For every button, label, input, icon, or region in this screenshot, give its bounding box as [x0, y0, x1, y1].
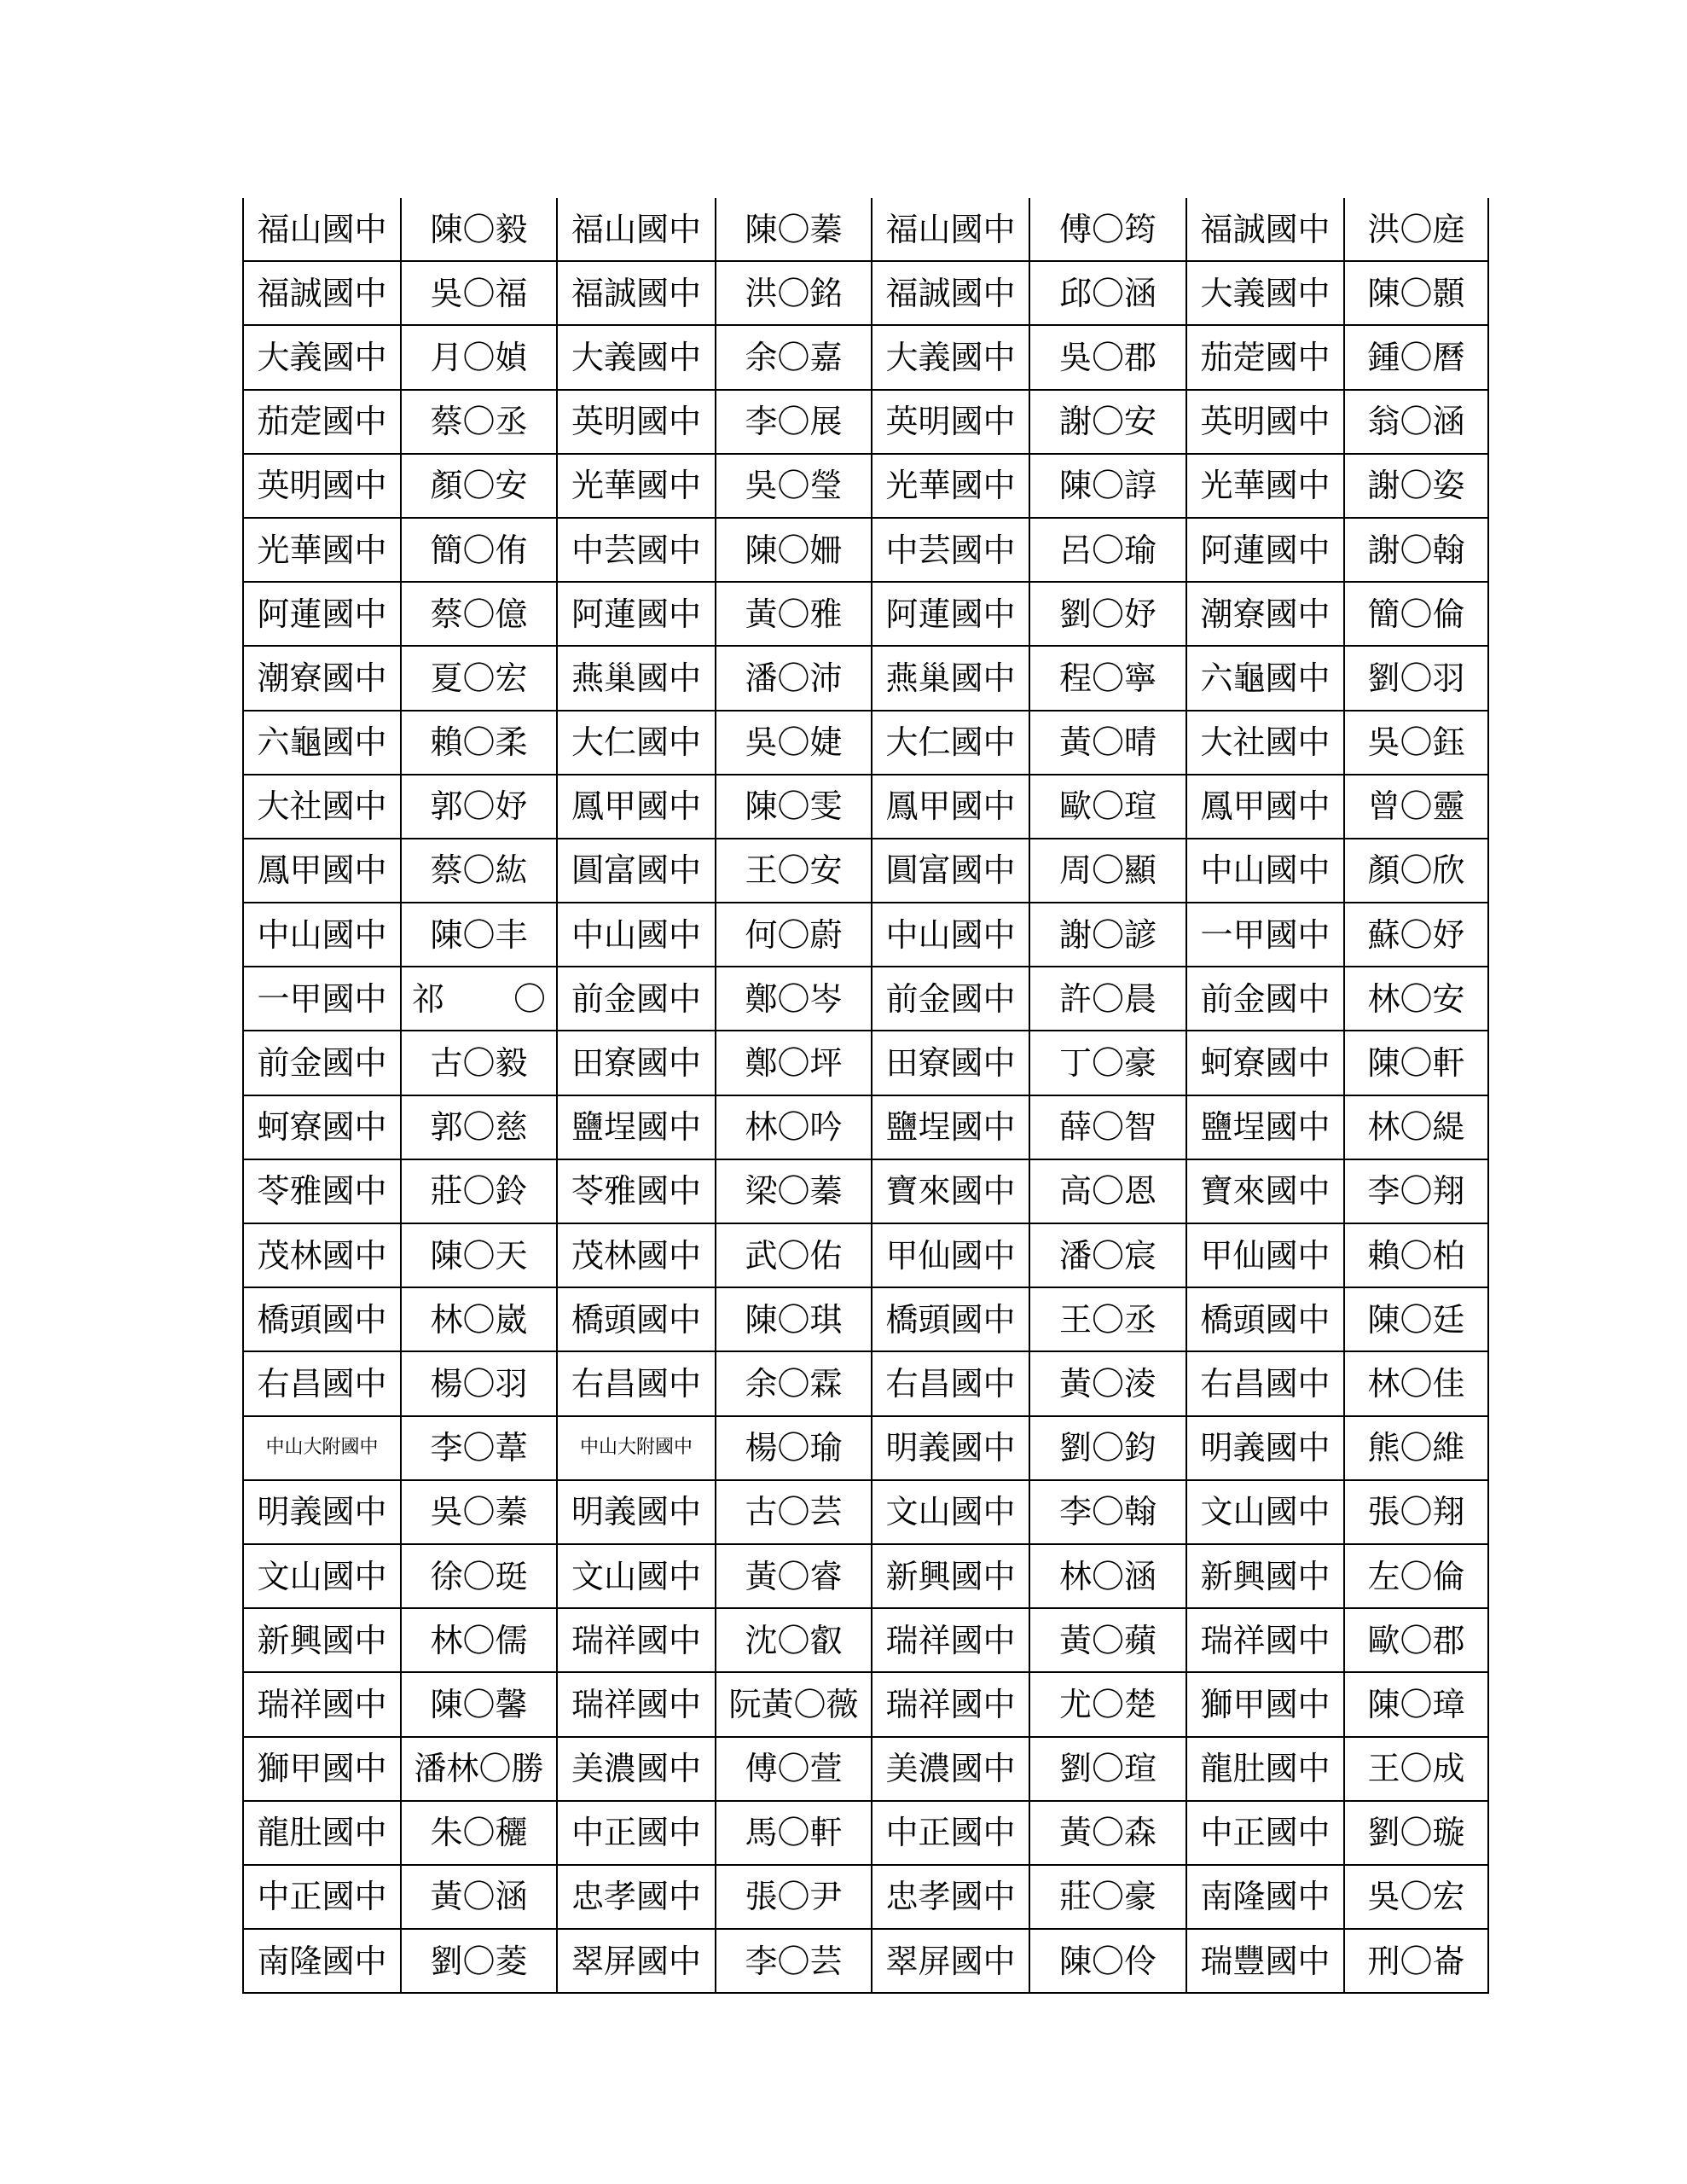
table-row	[243, 1287, 1488, 1351]
school-name-cell: 中山國中	[243, 903, 401, 967]
student-name-cell: 洪〇庭	[1344, 198, 1488, 261]
student-name-cell: 陳〇天	[401, 1223, 557, 1287]
school-name-cell: 中山大附國中	[557, 1416, 716, 1480]
student-name-cell: 余〇霖	[716, 1351, 872, 1415]
table-row	[243, 1672, 1488, 1736]
school-name-cell: 阿蓮國中	[872, 582, 1029, 646]
school-name-cell: 右昌國中	[243, 1351, 401, 1415]
school-name-cell: 橋頭國中	[243, 1287, 401, 1351]
student-name-cell: 黃〇睿	[716, 1544, 872, 1608]
student-name-cell: 歐〇郡	[1344, 1608, 1488, 1672]
school-name-cell: 文山國中	[243, 1544, 401, 1608]
school-name-cell: 南隆國中	[1186, 1865, 1344, 1929]
school-name-cell: 文山國中	[557, 1544, 716, 1608]
school-name-cell: 中正國中	[243, 1865, 401, 1929]
student-name-cell: 熊〇維	[1344, 1416, 1488, 1480]
student-name-cell: 刑〇崙	[1344, 1929, 1488, 1993]
student-name-cell: 許〇晨	[1029, 967, 1186, 1031]
school-name-cell: 鳳甲國中	[557, 775, 716, 839]
student-name-cell: 陳〇伶	[1029, 1929, 1186, 1993]
school-name-cell: 潮寮國中	[1186, 582, 1344, 646]
student-name-cell: 李〇葦	[401, 1416, 557, 1480]
student-name-cell: 尤〇楚	[1029, 1672, 1186, 1736]
student-name-cell: 朱〇穲	[401, 1801, 557, 1865]
student-name-cell: 郭〇慈	[401, 1095, 557, 1159]
student-name-cell: 謝〇翰	[1344, 518, 1488, 582]
student-name-cell: 劉〇羽	[1344, 646, 1488, 710]
student-name-cell: 黃〇蘋	[1029, 1608, 1186, 1672]
student-name-cell: 陳〇琪	[716, 1287, 872, 1351]
school-name-cell: 大社國中	[1186, 711, 1344, 775]
student-name-cell: 賴〇柔	[401, 711, 557, 775]
student-name-cell: 謝〇諺	[1029, 903, 1186, 967]
student-name-cell: 高〇恩	[1029, 1159, 1186, 1223]
school-name-cell: 六龜國中	[243, 711, 401, 775]
school-name-cell: 右昌國中	[557, 1351, 716, 1415]
school-name-cell: 南隆國中	[243, 1929, 401, 1993]
school-name-cell: 龍肚國中	[243, 1801, 401, 1865]
student-name-cell: 周〇顯	[1029, 839, 1186, 903]
roster-body	[243, 198, 1488, 1993]
student-name-cell: 王〇成	[1344, 1737, 1488, 1801]
student-name-cell: 李〇翔	[1344, 1159, 1488, 1223]
student-name-cell: 劉〇妤	[1029, 582, 1186, 646]
student-name-cell: 吳〇蓁	[401, 1480, 557, 1544]
student-name-cell: 馬〇軒	[716, 1801, 872, 1865]
school-name-cell: 橋頭國中	[872, 1287, 1029, 1351]
school-name-cell: 中正國中	[872, 1801, 1029, 1865]
student-name-cell: 潘林〇勝	[401, 1737, 557, 1801]
student-name-cell: 李〇芸	[716, 1929, 872, 1993]
school-name-cell: 新興國中	[1186, 1544, 1344, 1608]
student-name-cell: 歐〇瑄	[1029, 775, 1186, 839]
school-name-cell: 美濃國中	[557, 1737, 716, 1801]
student-name-cell: 劉〇璇	[1344, 1801, 1488, 1865]
school-name-cell: 燕巢國中	[872, 646, 1029, 710]
school-name-cell: 茄萣國中	[243, 390, 401, 454]
school-name-cell: 獅甲國中	[1186, 1672, 1344, 1736]
student-name-cell: 陳〇姍	[716, 518, 872, 582]
student-name-cell: 郭〇妤	[401, 775, 557, 839]
student-name-cell: 潘〇宸	[1029, 1223, 1186, 1287]
school-name-cell: 英明國中	[243, 454, 401, 518]
student-name-cell: 鄭〇岑	[716, 967, 872, 1031]
school-name-cell: 福誠國中	[557, 261, 716, 325]
table-row	[243, 839, 1488, 903]
school-name-cell: 中正國中	[557, 1801, 716, 1865]
school-name-cell: 田寮國中	[557, 1031, 716, 1095]
school-name-cell: 中芸國中	[557, 518, 716, 582]
table-row	[243, 1544, 1488, 1608]
student-name-cell: 丁〇豪	[1029, 1031, 1186, 1095]
school-name-cell: 甲仙國中	[1186, 1223, 1344, 1287]
student-name-cell: 鍾〇曆	[1344, 325, 1488, 389]
school-name-cell: 苓雅國中	[557, 1159, 716, 1223]
student-name-cell: 吳〇婕	[716, 711, 872, 775]
school-name-cell: 明義國中	[243, 1480, 401, 1544]
student-name-cell: 沈〇叡	[716, 1608, 872, 1672]
table-row	[243, 518, 1488, 582]
table-row	[243, 1737, 1488, 1801]
school-name-cell: 中山國中	[1186, 839, 1344, 903]
student-name-cell: 蔡〇紘	[401, 839, 557, 903]
student-name-cell: 古〇毅	[401, 1031, 557, 1095]
student-name-cell: 顏〇欣	[1344, 839, 1488, 903]
student-name-cell: 月〇媜	[401, 325, 557, 389]
school-name-cell: 大義國中	[243, 325, 401, 389]
school-name-cell: 阿蓮國中	[1186, 518, 1344, 582]
school-name-cell: 獅甲國中	[243, 1737, 401, 1801]
school-name-cell: 英明國中	[872, 390, 1029, 454]
student-name-cell: 鄭〇坪	[716, 1031, 872, 1095]
student-name-cell: 黃〇淩	[1029, 1351, 1186, 1415]
school-name-cell: 大仁國中	[872, 711, 1029, 775]
school-name-cell: 田寮國中	[872, 1031, 1029, 1095]
student-name-cell: 吳〇福	[401, 261, 557, 325]
student-name-cell: 吳〇宏	[1344, 1865, 1488, 1929]
school-name-cell: 寶來國中	[872, 1159, 1029, 1223]
school-name-cell: 中山國中	[872, 903, 1029, 967]
student-name-cell: 祁〇	[401, 967, 557, 1031]
school-name-cell: 瑞祥國中	[872, 1608, 1029, 1672]
school-name-cell: 福誠國中	[243, 261, 401, 325]
school-name-cell: 右昌國中	[872, 1351, 1029, 1415]
school-name-cell: 大仁國中	[557, 711, 716, 775]
school-name-cell: 文山國中	[872, 1480, 1029, 1544]
table-row	[243, 1031, 1488, 1095]
school-name-cell: 鳳甲國中	[872, 775, 1029, 839]
school-name-cell: 甲仙國中	[872, 1223, 1029, 1287]
student-name-cell: 徐〇珽	[401, 1544, 557, 1608]
school-name-cell: 光華國中	[243, 518, 401, 582]
school-name-cell: 茂林國中	[557, 1223, 716, 1287]
school-name-cell: 瑞祥國中	[872, 1672, 1029, 1736]
school-name-cell: 瑞祥國中	[557, 1608, 716, 1672]
school-name-cell: 光華國中	[872, 454, 1029, 518]
student-name-cell: 王〇丞	[1029, 1287, 1186, 1351]
school-name-cell: 新興國中	[872, 1544, 1029, 1608]
school-name-cell: 鹽埕國中	[557, 1095, 716, 1159]
student-name-cell: 林〇安	[1344, 967, 1488, 1031]
student-name-cell: 陳〇廷	[1344, 1287, 1488, 1351]
student-name-cell: 陳〇蓁	[716, 198, 872, 261]
table-row	[243, 454, 1488, 518]
school-name-cell: 瑞祥國中	[1186, 1608, 1344, 1672]
school-name-cell: 阿蓮國中	[243, 582, 401, 646]
table-row	[243, 1351, 1488, 1415]
student-name-cell: 黃〇雅	[716, 582, 872, 646]
school-name-cell: 一甲國中	[1186, 903, 1344, 967]
student-name-cell: 劉〇菱	[401, 1929, 557, 1993]
school-name-cell: 大義國中	[1186, 261, 1344, 325]
student-name-cell: 吳〇瑩	[716, 454, 872, 518]
student-name-cell: 林〇緹	[1344, 1095, 1488, 1159]
student-name-cell: 林〇吟	[716, 1095, 872, 1159]
school-name-cell: 新興國中	[243, 1608, 401, 1672]
table-row	[243, 582, 1488, 646]
student-name-cell: 曾〇靈	[1344, 775, 1488, 839]
student-name-cell: 陳〇雯	[716, 775, 872, 839]
school-name-cell: 福誠國中	[872, 261, 1029, 325]
table-row	[243, 1608, 1488, 1672]
table-row	[243, 1865, 1488, 1929]
school-name-cell: 忠孝國中	[872, 1865, 1029, 1929]
school-name-cell: 寶來國中	[1186, 1159, 1344, 1223]
student-name-cell: 吳〇鈺	[1344, 711, 1488, 775]
student-name-cell: 林〇涵	[1029, 1544, 1186, 1608]
student-name-cell: 謝〇安	[1029, 390, 1186, 454]
school-name-cell: 文山國中	[1186, 1480, 1344, 1544]
school-name-cell: 鹽埕國中	[1186, 1095, 1344, 1159]
student-name-cell: 呂〇瑜	[1029, 518, 1186, 582]
school-name-cell: 苓雅國中	[243, 1159, 401, 1223]
school-name-cell: 美濃國中	[872, 1737, 1029, 1801]
student-name-cell: 左〇倫	[1344, 1544, 1488, 1608]
school-name-cell: 前金國中	[872, 967, 1029, 1031]
table-row	[243, 1801, 1488, 1865]
school-name-cell: 前金國中	[557, 967, 716, 1031]
student-name-cell: 王〇安	[716, 839, 872, 903]
student-name-cell: 余〇嘉	[716, 325, 872, 389]
student-name-cell: 劉〇鈞	[1029, 1416, 1186, 1480]
student-name-cell: 陳〇毅	[401, 198, 557, 261]
table-row	[243, 390, 1488, 454]
student-name-cell: 何〇蔚	[716, 903, 872, 967]
student-name-cell: 李〇翰	[1029, 1480, 1186, 1544]
school-name-cell: 明義國中	[1186, 1416, 1344, 1480]
school-name-cell: 光華國中	[1186, 454, 1344, 518]
school-name-cell: 翠屏國中	[557, 1929, 716, 1993]
student-name-cell: 阮黃〇薇	[716, 1672, 872, 1736]
student-roster-table	[242, 198, 1489, 1994]
student-name-cell: 張〇翔	[1344, 1480, 1488, 1544]
table-row	[243, 198, 1488, 261]
school-name-cell: 橋頭國中	[557, 1287, 716, 1351]
student-name-cell: 莊〇鈴	[401, 1159, 557, 1223]
school-name-cell: 忠孝國中	[557, 1865, 716, 1929]
school-name-cell: 龍肚國中	[1186, 1737, 1344, 1801]
student-name-cell: 武〇佑	[716, 1223, 872, 1287]
student-name-cell: 李〇展	[716, 390, 872, 454]
student-name-cell: 林〇崴	[401, 1287, 557, 1351]
school-name-cell: 大社國中	[243, 775, 401, 839]
school-name-cell: 中芸國中	[872, 518, 1029, 582]
school-name-cell: 中正國中	[1186, 1801, 1344, 1865]
school-name-cell: 前金國中	[243, 1031, 401, 1095]
school-name-cell: 阿蓮國中	[557, 582, 716, 646]
table-row	[243, 903, 1488, 967]
table-row	[243, 1159, 1488, 1223]
school-name-cell: 大義國中	[872, 325, 1029, 389]
student-name-cell: 莊〇豪	[1029, 1865, 1186, 1929]
school-name-cell: 瑞豐國中	[1186, 1929, 1344, 1993]
student-name-cell: 簡〇侑	[401, 518, 557, 582]
student-name-cell: 傅〇萱	[716, 1737, 872, 1801]
school-name-cell: 橋頭國中	[1186, 1287, 1344, 1351]
student-name-cell: 張〇尹	[716, 1865, 872, 1929]
table-row	[243, 261, 1488, 325]
school-name-cell: 鳳甲國中	[1186, 775, 1344, 839]
student-name-cell: 陳〇諄	[1029, 454, 1186, 518]
student-name-cell: 陳〇丰	[401, 903, 557, 967]
school-name-cell: 明義國中	[872, 1416, 1029, 1480]
student-name-cell: 劉〇瑄	[1029, 1737, 1186, 1801]
student-name-cell: 薛〇智	[1029, 1095, 1186, 1159]
school-name-cell: 鹽埕國中	[872, 1095, 1029, 1159]
table-row	[243, 325, 1488, 389]
school-name-cell: 瑞祥國中	[557, 1672, 716, 1736]
school-name-cell: 光華國中	[557, 454, 716, 518]
student-name-cell: 傅〇筠	[1029, 198, 1186, 261]
student-name-cell: 顏〇安	[401, 454, 557, 518]
student-name-cell: 謝〇姿	[1344, 454, 1488, 518]
school-name-cell: 大義國中	[557, 325, 716, 389]
school-name-cell: 茂林國中	[243, 1223, 401, 1287]
student-name-cell: 洪〇銘	[716, 261, 872, 325]
student-name-cell: 楊〇羽	[401, 1351, 557, 1415]
school-name-cell: 福山國中	[872, 198, 1029, 261]
student-name-cell: 陳〇璋	[1344, 1672, 1488, 1736]
table-row	[243, 1929, 1488, 1993]
school-name-cell: 圓富國中	[557, 839, 716, 903]
student-name-cell: 簡〇倫	[1344, 582, 1488, 646]
school-name-cell: 蚵寮國中	[243, 1095, 401, 1159]
student-name-cell: 賴〇柏	[1344, 1223, 1488, 1287]
table-row	[243, 1223, 1488, 1287]
school-name-cell: 中山國中	[557, 903, 716, 967]
school-name-cell: 潮寮國中	[243, 646, 401, 710]
student-name-cell: 潘〇沛	[716, 646, 872, 710]
student-name-cell: 夏〇宏	[401, 646, 557, 710]
table-row	[243, 967, 1488, 1031]
school-name-cell: 一甲國中	[243, 967, 401, 1031]
school-name-cell: 英明國中	[557, 390, 716, 454]
student-name-cell: 翁〇涵	[1344, 390, 1488, 454]
student-name-cell: 蔡〇丞	[401, 390, 557, 454]
school-name-cell: 六龜國中	[1186, 646, 1344, 710]
student-name-cell: 林〇佳	[1344, 1351, 1488, 1415]
school-name-cell: 蚵寮國中	[1186, 1031, 1344, 1095]
school-name-cell: 圓富國中	[872, 839, 1029, 903]
school-name-cell: 翠屏國中	[872, 1929, 1029, 1993]
table-row	[243, 1480, 1488, 1544]
student-name-cell: 黃〇森	[1029, 1801, 1186, 1865]
roster-sheet	[242, 198, 1487, 1994]
school-name-cell: 瑞祥國中	[243, 1672, 401, 1736]
school-name-cell: 中山大附國中	[243, 1416, 401, 1480]
school-name-cell: 福誠國中	[1186, 198, 1344, 261]
school-name-cell: 福山國中	[243, 198, 401, 261]
student-name-cell: 吳〇郡	[1029, 325, 1186, 389]
student-name-cell: 梁〇蓁	[716, 1159, 872, 1223]
school-name-cell: 明義國中	[557, 1480, 716, 1544]
school-name-cell: 福山國中	[557, 198, 716, 261]
table-row	[243, 646, 1488, 710]
student-name-cell: 林〇儒	[401, 1608, 557, 1672]
student-name-cell: 陳〇馨	[401, 1672, 557, 1736]
school-name-cell: 右昌國中	[1186, 1351, 1344, 1415]
student-name-cell: 陳〇顥	[1344, 261, 1488, 325]
table-row	[243, 775, 1488, 839]
school-name-cell: 鳳甲國中	[243, 839, 401, 903]
school-name-cell: 燕巢國中	[557, 646, 716, 710]
student-name-cell: 蘇〇妤	[1344, 903, 1488, 967]
school-name-cell: 英明國中	[1186, 390, 1344, 454]
student-name-cell: 蔡〇億	[401, 582, 557, 646]
student-name-cell: 陳〇軒	[1344, 1031, 1488, 1095]
table-row	[243, 1416, 1488, 1480]
table-row	[243, 1095, 1488, 1159]
student-name-cell: 黃〇晴	[1029, 711, 1186, 775]
student-name-cell: 程〇寧	[1029, 646, 1186, 710]
student-name-cell: 古〇芸	[716, 1480, 872, 1544]
student-name-cell: 楊〇瑜	[716, 1416, 872, 1480]
student-name-cell: 黃〇涵	[401, 1865, 557, 1929]
student-name-cell: 邱〇涵	[1029, 261, 1186, 325]
school-name-cell: 前金國中	[1186, 967, 1344, 1031]
school-name-cell: 茄萣國中	[1186, 325, 1344, 389]
table-row	[243, 711, 1488, 775]
